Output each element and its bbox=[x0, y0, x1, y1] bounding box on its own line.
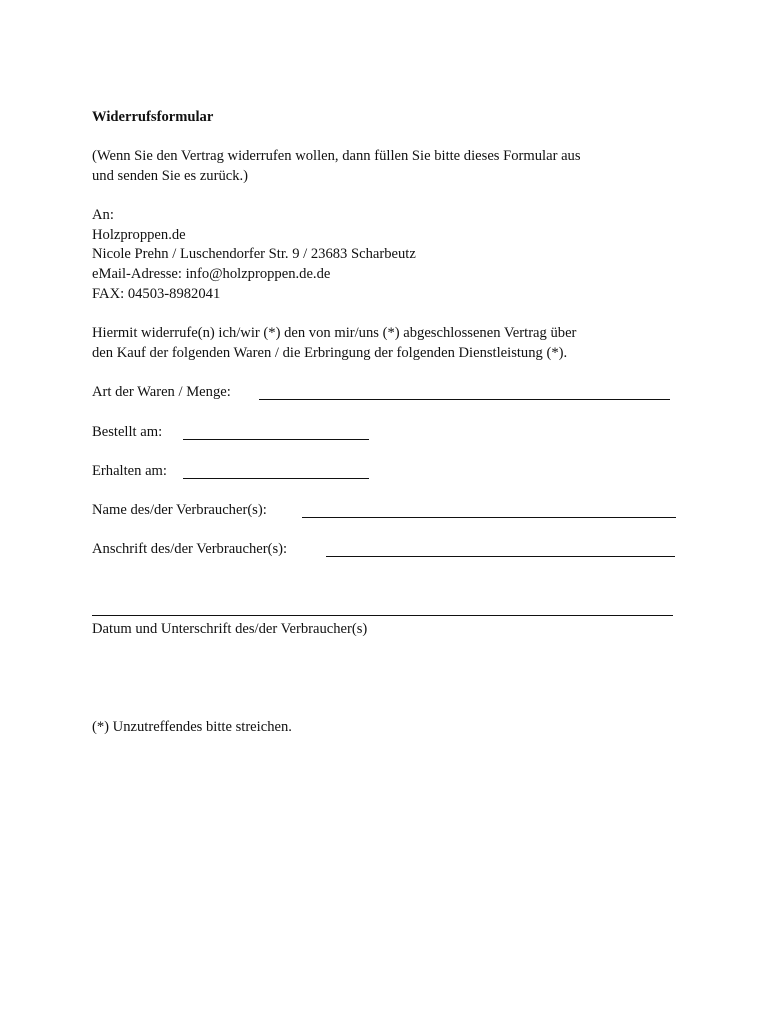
address-blank-line[interactable] bbox=[326, 556, 675, 557]
received-label: Erhalten am: bbox=[92, 463, 167, 479]
signature-label: Datum und Unterschrift des/der Verbraucher(s) bbox=[92, 621, 368, 637]
recipient-company: Holzproppen.de bbox=[92, 227, 186, 243]
recipient-fax: FAX: 04503-8982041 bbox=[92, 286, 221, 302]
ordered-date-blank-line[interactable] bbox=[183, 439, 369, 440]
intro-line-1: (Wenn Sie den Vertrag widerrufen wollen, dann füllen Sie bitte dieses Formular aus bbox=[92, 148, 581, 164]
declaration-line-1: Hiermit widerrufe(n) ich/wir (*) den von mir/uns (*) abgeschlossenen Vertrag über bbox=[92, 325, 577, 341]
name-label: Name des/der Verbraucher(s): bbox=[92, 502, 267, 518]
name-blank-line[interactable] bbox=[302, 517, 676, 518]
declaration-line-2: den Kauf der folgenden Waren / die Erbringung der folgenden Dienstleistung (*). bbox=[92, 345, 568, 361]
recipient-label: An: bbox=[92, 207, 114, 223]
address-label: Anschrift des/der Verbraucher(s): bbox=[92, 541, 288, 557]
received-date-blank-line[interactable] bbox=[183, 478, 369, 479]
intro-line-2: und senden Sie es zurück.) bbox=[92, 168, 249, 184]
goods-blank-line[interactable] bbox=[259, 399, 670, 400]
footnote: (*) Unzutreffendes bitte streichen. bbox=[92, 719, 292, 735]
recipient-email: eMail-Adresse: info@holzproppen.de.de bbox=[92, 266, 331, 282]
recipient-address: Nicole Prehn / Luschendorfer Str. 9 / 23683 Scharbeutz bbox=[92, 246, 416, 262]
form-title: Widerrufsformular bbox=[92, 109, 214, 125]
signature-blank-line[interactable] bbox=[92, 615, 673, 616]
ordered-label: Bestellt am: bbox=[92, 424, 163, 440]
goods-label: Art der Waren / Menge: bbox=[92, 384, 231, 400]
